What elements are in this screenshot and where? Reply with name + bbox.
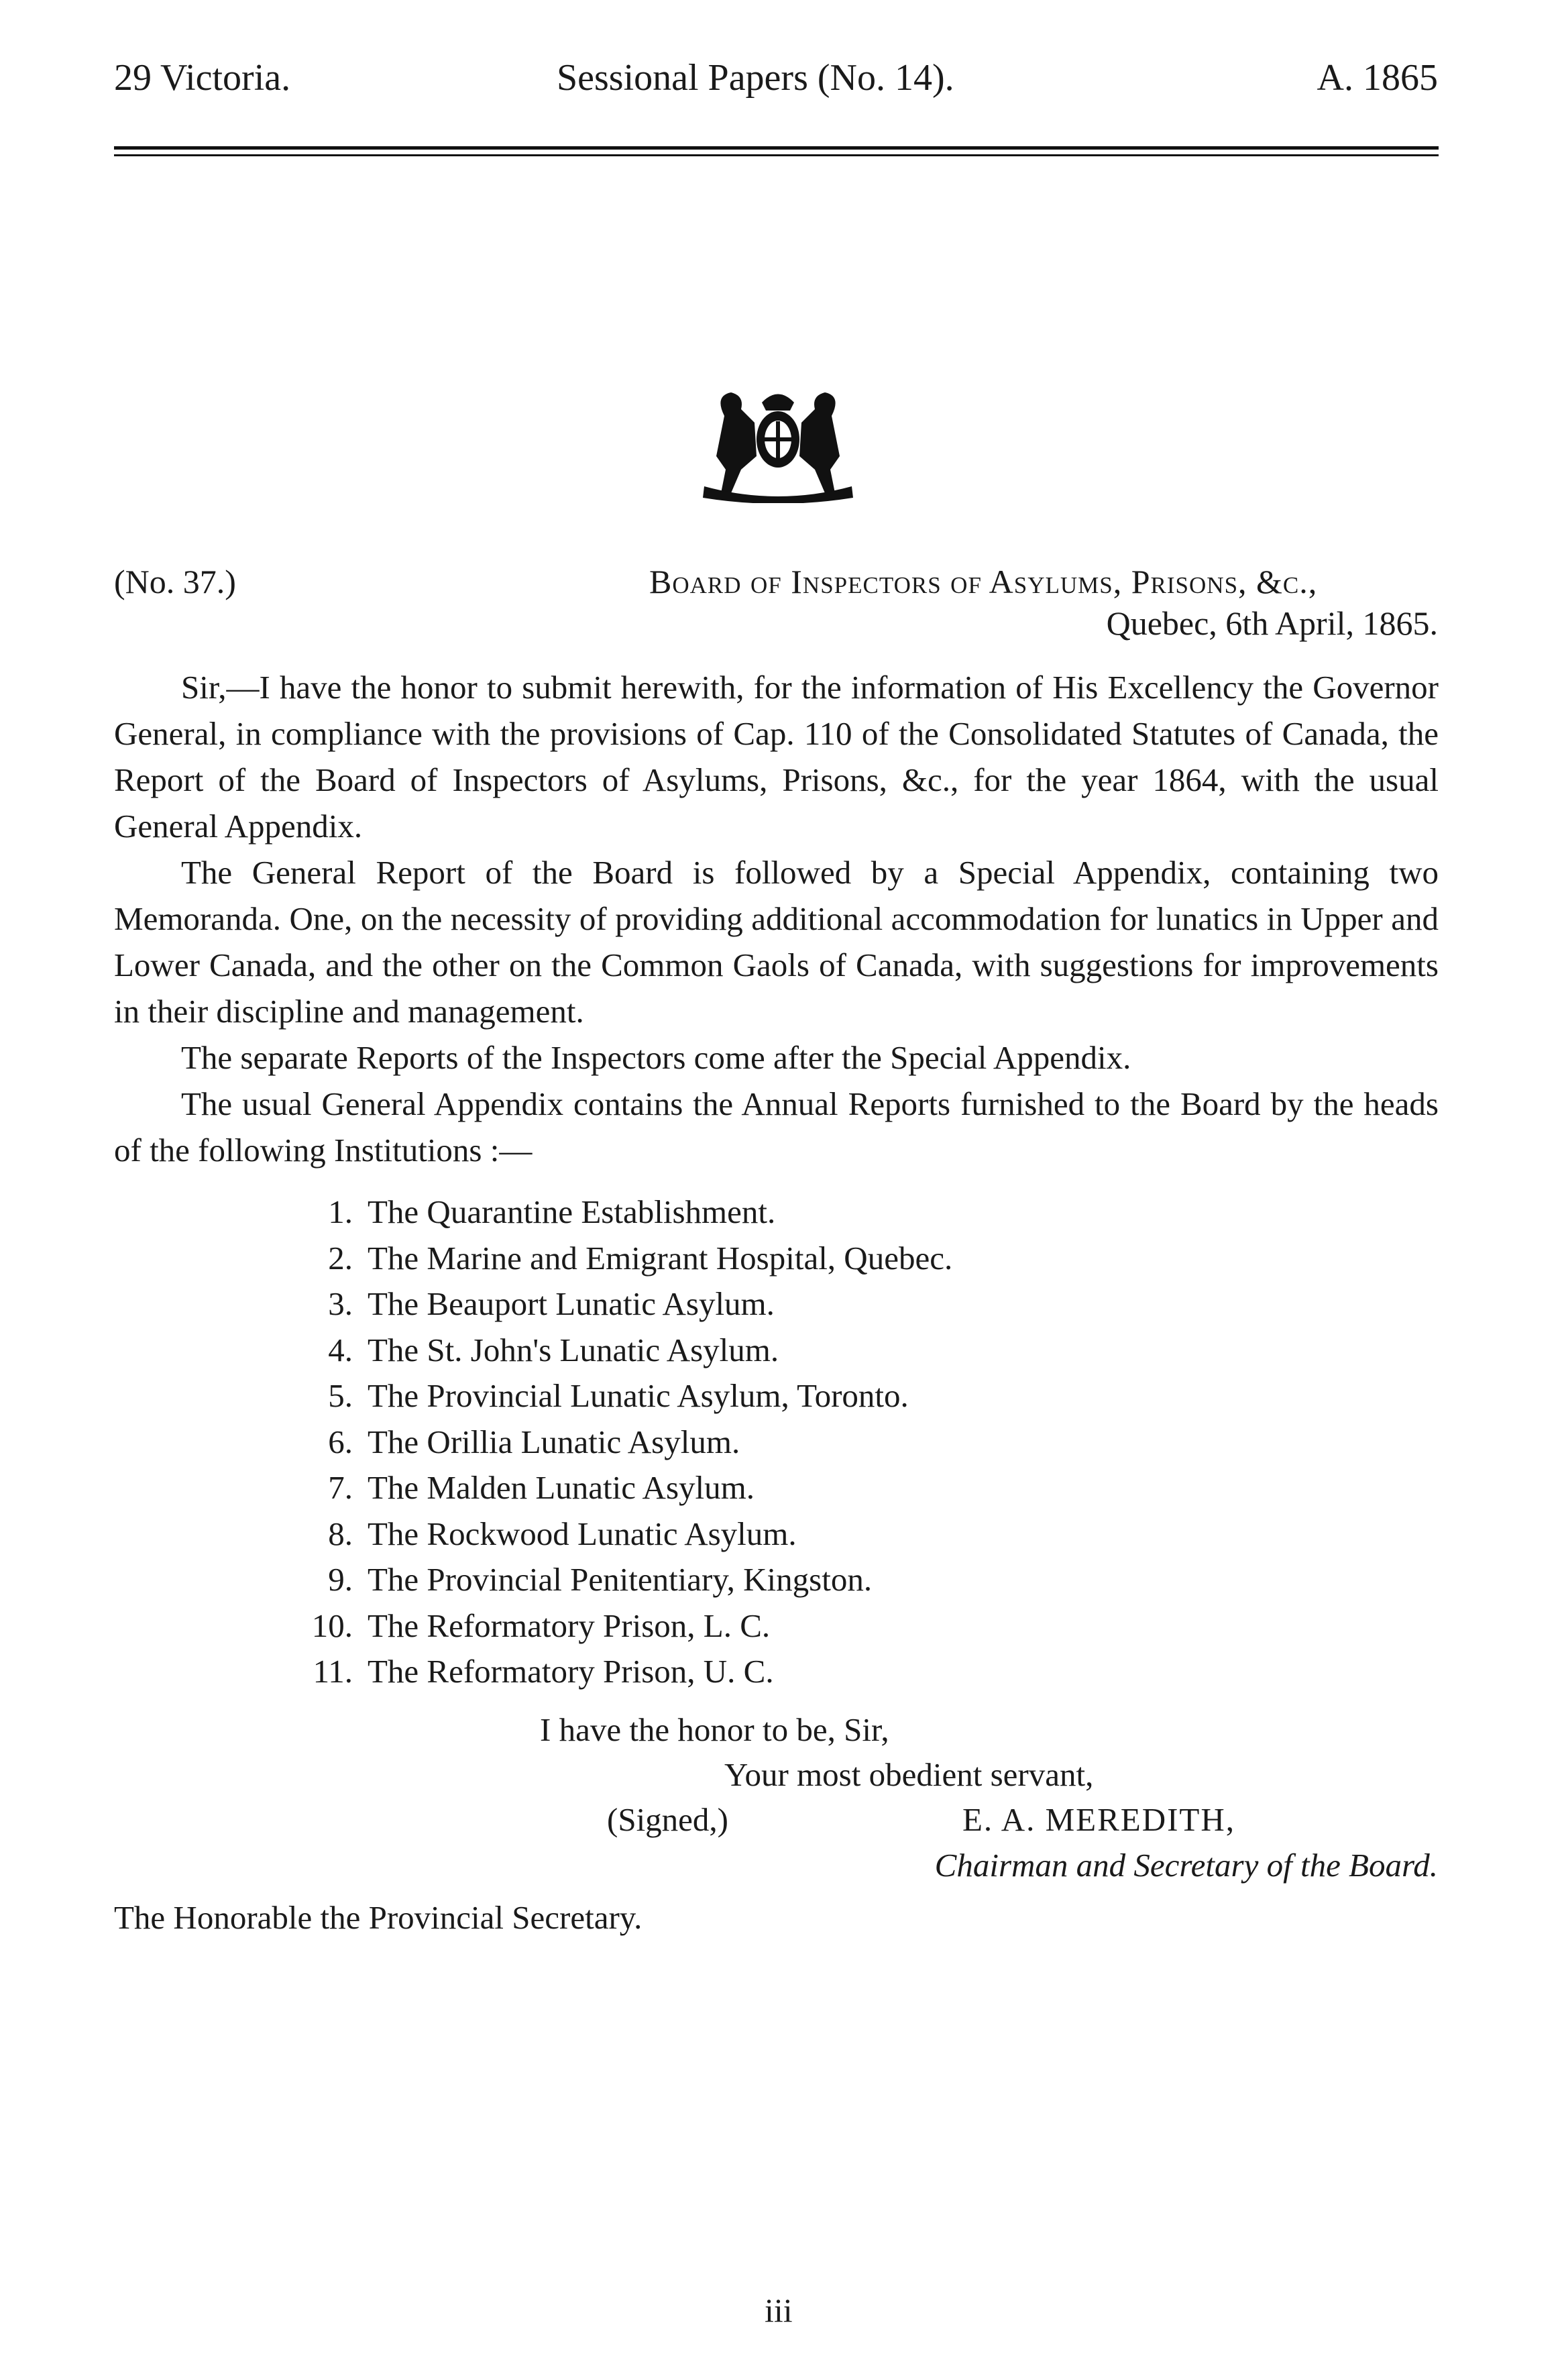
header-year: A. 1865	[1317, 57, 1438, 99]
list-item-name: The Reformatory Prison, L. C.	[368, 1607, 771, 1644]
signed-label: (Signed,)	[607, 1801, 728, 1838]
page-number: iii	[765, 2291, 793, 2329]
header-title: Sessional Papers (No. 14).	[557, 57, 954, 99]
list-item-number: 2.	[328, 1239, 353, 1277]
list-item	[302, 1649, 952, 1695]
list-item-name: The St. John's Lunatic Asylum.	[368, 1331, 779, 1368]
paragraph: The separate Reports of the Inspectors come after the Special Appendix.	[181, 1039, 1131, 1076]
list-item	[302, 1373, 952, 1419]
list-item	[302, 1236, 952, 1282]
list-item	[302, 1603, 952, 1649]
list-item	[302, 1328, 952, 1374]
list-item-name: The Rockwood Lunatic Asylum.	[368, 1515, 797, 1552]
list-item-name: The Beauport Lunatic Asylum.	[368, 1285, 775, 1322]
list-item-number: 5.	[328, 1377, 353, 1414]
list-item-number: 8.	[328, 1515, 353, 1552]
closing-line-2: Your most obedient servant,	[724, 1756, 1094, 1793]
list-item	[302, 1465, 952, 1511]
list-item-number: 4.	[328, 1331, 353, 1368]
letter-number: (No. 37.)	[114, 563, 236, 600]
list-item-name: The Reformatory Prison, U. C.	[368, 1653, 774, 1690]
list-item-number: 1.	[328, 1193, 353, 1230]
list-item	[302, 1189, 952, 1236]
signer-title: Chairman and Secretary of the Board.	[934, 1847, 1438, 1884]
paragraph: The usual General Appendix contains the Annual Reports furnished to the Board by the heads of the following Institutions :—	[114, 1085, 1439, 1169]
list-item-number: 10.	[311, 1607, 353, 1644]
list-item-name: The Provincial Lunatic Asylum, Toronto.	[368, 1377, 909, 1414]
closing-line-1: I have the honor to be, Sir,	[540, 1711, 889, 1748]
list-item	[302, 1557, 952, 1603]
list-item-name: The Marine and Emigrant Hospital, Quebec.	[368, 1239, 953, 1277]
list-item	[302, 1281, 952, 1328]
signer-name: E. A. MEREDITH,	[962, 1801, 1235, 1838]
list-item	[302, 1419, 952, 1466]
royal-coat-of-arms-icon	[677, 376, 879, 503]
list-item-name: The Orillia Lunatic Asylum.	[368, 1423, 740, 1460]
addressee: The Honorable the Provincial Secretary.	[114, 1899, 643, 1936]
institutions-list	[302, 1189, 952, 1695]
list-item	[302, 1511, 952, 1558]
paragraph: The General Report of the Board is followed by a Special Appendix, containing two Memoranda. One, on the necessity of providing additional accommodation for lunatics in Upper and Lower Canada, and the other on the Common Gaols of Canada, with suggestions for improvements in their discipline and management.	[114, 854, 1439, 1030]
list-item-number: 3.	[328, 1285, 353, 1322]
letter-body	[114, 664, 1439, 1173]
list-item-name: The Provincial Penitentiary, Kingston.	[368, 1561, 873, 1598]
header-session: 29 Victoria.	[114, 57, 291, 99]
header-rule-top	[114, 146, 1439, 150]
list-item-number: 7.	[328, 1469, 353, 1506]
letter-place-date: Quebec, 6th April, 1865.	[1106, 604, 1438, 642]
list-item-number: 11.	[313, 1653, 353, 1690]
list-item-number: 9.	[328, 1561, 353, 1598]
letter-board-heading: Board of Inspectors of Asylums, Prisons, &c.,	[649, 563, 1318, 600]
list-item-name: The Malden Lunatic Asylum.	[368, 1469, 755, 1506]
paragraph: Sir,—I have the honor to submit herewith, for the information of His Excellency the Governor General, in compliance with the provisions of Cap. 110 of the Consolidated Statutes of Canada, the Report of the Board of Inspectors of Asylums, Prisons, &c., for the year 1864, with the usual General Appendix.	[114, 669, 1439, 845]
list-item-name: The Quarantine Establishment.	[368, 1193, 776, 1230]
header-rule-bottom	[114, 154, 1439, 156]
list-item-number: 6.	[328, 1423, 353, 1460]
